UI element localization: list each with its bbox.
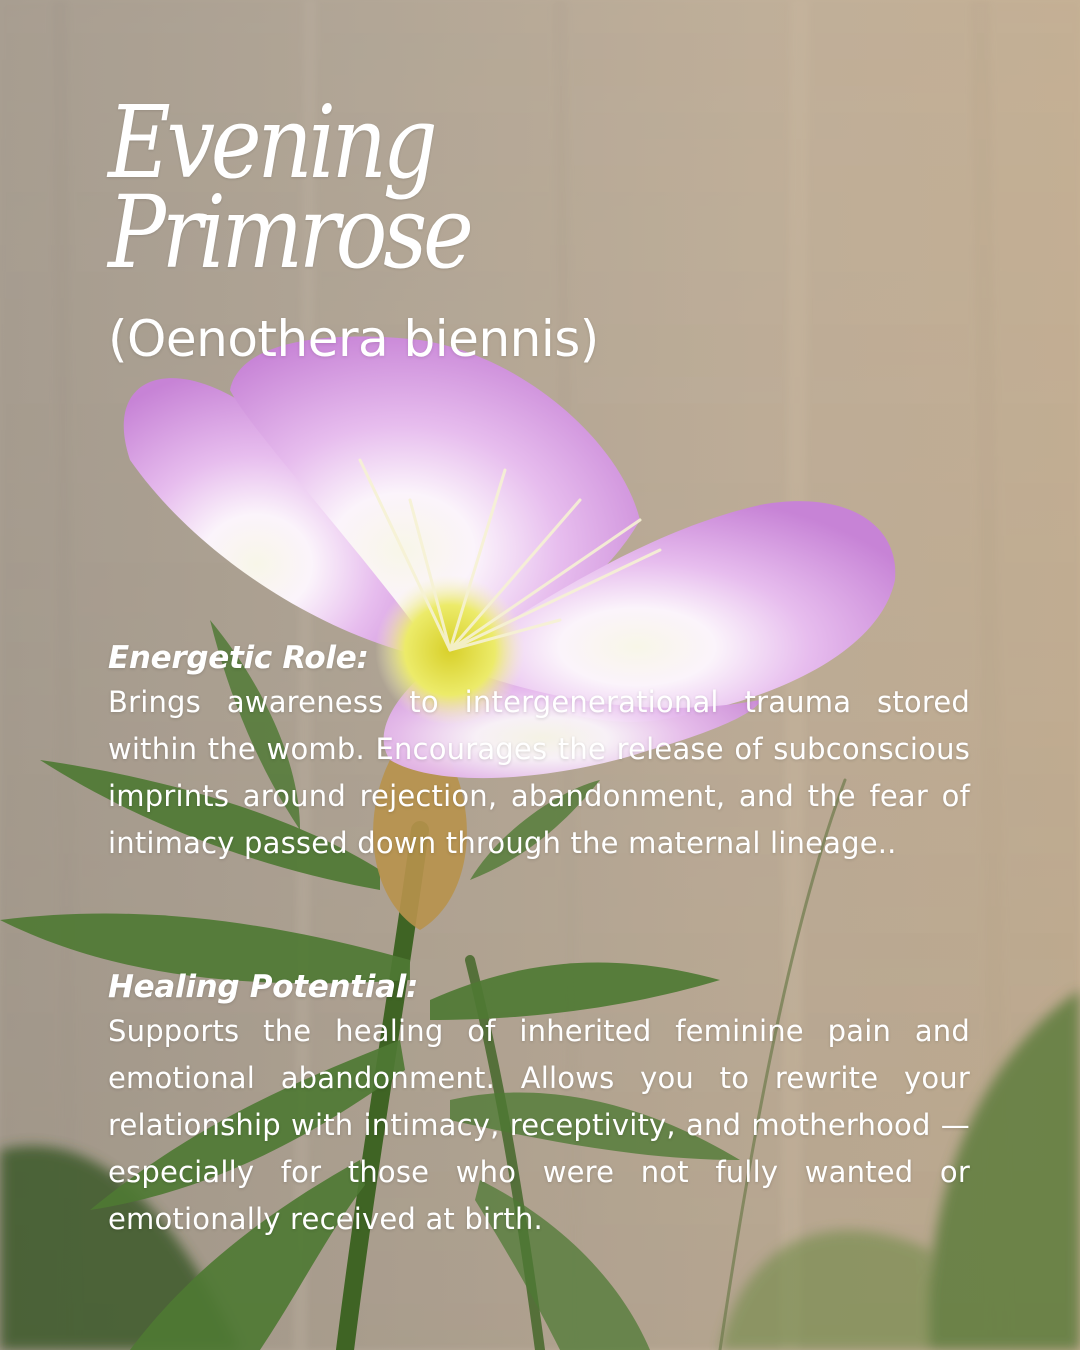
- healing-potential-heading: Healing Potential:: [108, 969, 419, 1005]
- page-title: [108, 84, 470, 291]
- healing-potential-text: Supports the healing of inherited feminine pain and emotional abandonment. Allows you to rewrite your relationship with intimacy, receptivity, and motherhood — especially for those who were not fully wanted or emotionally received at birth.: [108, 1014, 970, 1236]
- healing-potential-section: [108, 966, 970, 1243]
- title-line-1: Evening: [108, 84, 434, 201]
- scientific-name: (Oenothera biennis): [108, 310, 599, 368]
- energetic-role-heading: Energetic Role:: [108, 640, 369, 676]
- title-line-2: Primrose: [108, 174, 470, 291]
- energetic-role-section: [108, 637, 970, 867]
- energetic-role-text: Brings awareness to intergenerational trauma stored within the womb. Encourages the release of subconscious imprints around rejection, abandonment, and the fear of intimacy passed down through the maternal lineage..: [108, 685, 970, 860]
